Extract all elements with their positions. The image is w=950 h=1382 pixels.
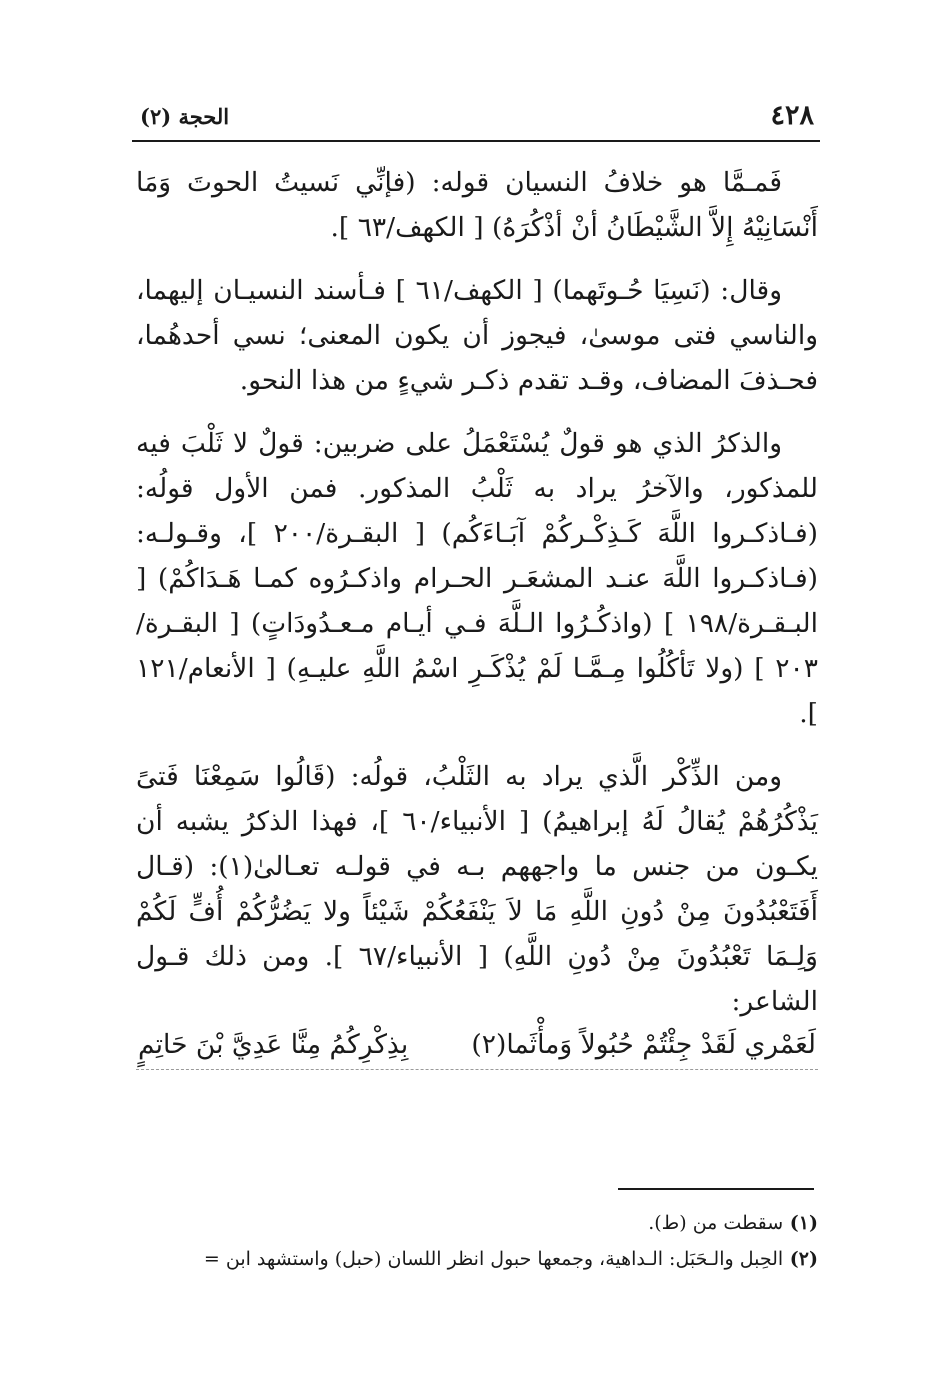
paragraph-4: ومن الذِّكْر الَّذي يراد به الثَلْبُ، قولُه: (قَالُوا سَمِعْنَا فَتىً يَذْكُرُهُمْ يُقالُ لَهُ إبراهيمُ) [ الأنبياء/٦٠ ]، فهذا الذكرُ يشبه أن يكـون من جنس ما واجههم بـه في قولـه تعـالىٰ(١): (قـال أَفَتَعْبُدُونَ مِنْ دُونِ اللَّهِ مَا لاَ يَنْفَعُكُمْ شَيْئاً ولا يَضُرُّكُمْ أُفٍّ لَكُمْ وَلِـمَا تَعْبُدُونَ مِنْ دُونِ اللَّهِ) [ الأنبياء/٦٧ ]. ومن ذلك قـول الشاعر: (136, 761, 818, 1017)
footnote-marker: (٢) (789, 1248, 818, 1270)
paragraph-3: والذكرُ الذي هو قولٌ يُسْتَعْمَلُ على ضربين: قولٌ لا ثَلْبَ فيه للمذكور، والآخرُ يراد به ثَلْبُ المذكور. فمن الأول قولُه: (فـاذكـروا اللَّهَ كَـذِكْـركُمْ آبَـاءَكُم) [ البقـرة/٢٠٠ ]، وقـولـه: (فـاذكـروا اللَّهَ عنـد المشعَـر الحـرام واذكـرُوه كمـا هَـدَاكُمْ) [ البـقـرة/١٩٨ ] (واذكُـرُوا الـلَّهَ فـي أيـام مـعـدُودَاتٍ) [ البقـرة/٢٠٣ ] (ولا تَأكُلُوا مِـمَّـا لَمْ يُذْكَـرِ اسْمُ اللَّهِ عليـهِ) [ الأنعام/١٢١ ]. (136, 428, 819, 729)
page-number: ٤٢٨ (770, 100, 814, 131)
poetry-verse (136, 1022, 818, 1070)
paragraph-1: فَمـمَّا هو خلافُ النسيان قوله: (فإنِّي نَسيتُ الحوتَ وَمَا أَنْسَانِيْهُ إِلاَّ الشَّيْطَانُ أنْ أذْكُرَهُ) [ الكهف/٦٣ ]. (136, 167, 818, 243)
paragraph-2: وقال: (نَسِيَا حُـوتَهما) [ الكهف/٦١ ] فـأسند النسيـان إليهما، والناسي فتى موسىٰ، فيجوز أن يكون المعنى؛ نسي أحدهُما، فحـذفَ المضاف، وقـد تقدم ذكـر شيءٍ من هذا النحو. (136, 275, 818, 396)
footnote-text: سقطت من (ط). (648, 1212, 784, 1234)
footnote-2 (132, 1241, 818, 1277)
footnote-1 (132, 1205, 818, 1241)
footnote-text: الحِبل والـحَبَل: الـداهية، وجمعها حبول انظر اللسان (حبل) واستشهد ابن = (203, 1248, 784, 1270)
page-header (132, 98, 822, 138)
verse-second-hemistich: بِذِكْرِكُمُ مِنَّا عَدِيَّ بْنَ حَاتِمٍ (138, 1029, 409, 1060)
footnote-marker: (١) (789, 1212, 818, 1234)
running-title: الحجة (٢) (140, 104, 230, 129)
verse-first-hemistich: لَعَمْري لَقَدْ جِئْتُمْ حُبُولاً وَمأْثَما(٢) (471, 1029, 816, 1060)
main-text (136, 160, 818, 1070)
footnote-rule (618, 1188, 814, 1190)
header-rule (132, 140, 820, 142)
footnotes (132, 1205, 818, 1277)
